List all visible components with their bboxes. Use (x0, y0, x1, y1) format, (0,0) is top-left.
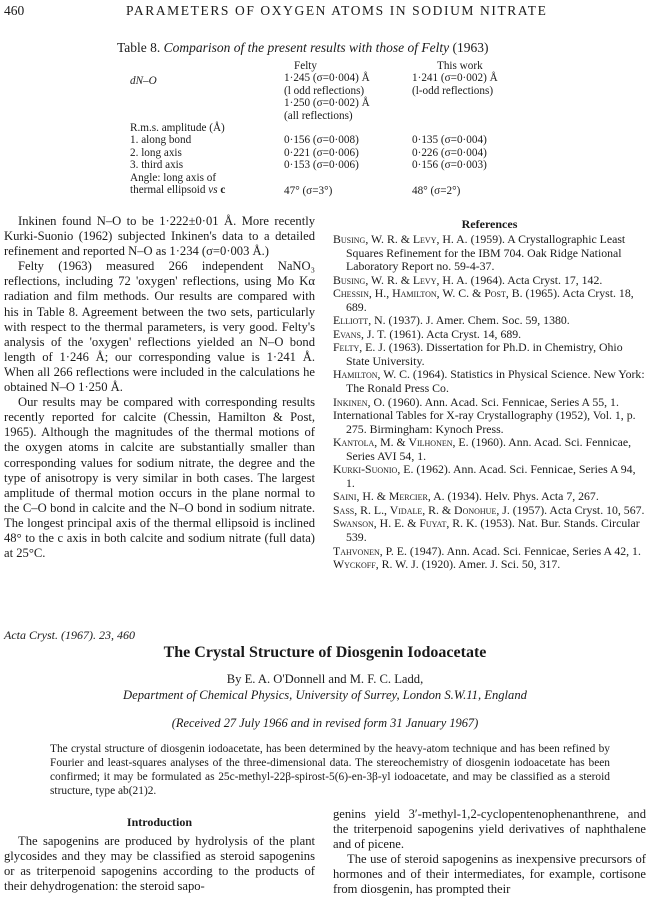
this-rms-cell: 0·135 (σ=0·004) (412, 134, 487, 146)
felty-dno-line: (all reflections) (284, 109, 353, 122)
page-number: 460 (4, 3, 25, 18)
intro-right-text (333, 807, 646, 898)
article-title: The Crystal Structure of Diosgenin Iodoacetate (163, 644, 487, 661)
rms-label: R.m.s. amplitude (Å) (130, 122, 225, 134)
this-dno-block (412, 72, 498, 97)
rms-row-label: 3. third axis (130, 159, 184, 172)
reference-item: International Tables for X-ray Crystallography (1952), Vol. 1, p. 275. Birmingham: Kynoch Press. (333, 408, 636, 436)
felty-dno-line: 1·245 (σ=0·004) Å (284, 72, 370, 84)
angle-this-work: 48° (σ=2°) (412, 185, 461, 197)
table-caption (117, 40, 489, 56)
left-column-text (4, 214, 315, 561)
this-rms-col (412, 134, 487, 172)
reference-item: Kurki-Suonio, E. (1962). Ann. Acad. Sci. Fennicae, Series A 94, 1. (333, 462, 636, 490)
felty-dno-line: (l odd reflections) (284, 84, 365, 97)
article-received: (Received 27 July 1966 and in revised form 31 January 1967) (171, 716, 479, 730)
felty-rms-cell: 0·221 (σ=0·006) (284, 146, 359, 159)
reference-item: Chessin, H., Hamilton, W. C. & Post, B. (1965). Acta Cryst. 18, 689. (333, 286, 634, 314)
rms-labels (130, 134, 225, 197)
col-header-this-work: This work (437, 60, 483, 72)
paragraph: Inkinen found N–O to be 1·222±0·01 Å. More recently Kurki-Suonio (1962) subjected Inkinen's data to a detailed refinement and reported N–O as 1·234 (σ=0·003 Å.) (4, 214, 315, 259)
intro-heading: Introduction (126, 815, 193, 829)
rms-row-label: 1. along bond (130, 134, 192, 146)
reference-item: Evans, J. T. (1961). Acta Cryst. 14, 689. (333, 326, 522, 341)
reference-item: Tahvonen, P. E. (1947). Ann. Acad. Sci. Fennicae, Series A 42, 1. (333, 543, 641, 558)
paragraph: Our results may be compared with corresponding results recently reported for calcite (Chessin, Hamilton & Post, 1965). Although the magnitudes of the thermal motions of the oxygen atoms in calcite are substantially smaller than corresponding values for sodium nitrate, the degree and the type of anisotropy is very similar in both cases. The largest amplitude of thermal motion occurs in the plane normal to the C–O bond in calcite and the N–O bond in sodium nitrate. The longest principal axis of the thermal ellipsoid is inclined 48° to the c axis in both calcite and sodium nitrate (full data) at 25°C. (4, 395, 315, 561)
paragraph: The sapogenins are produced by hydrolysis of the plant glycosides and they may be classified as steroid sapogenins or as triterpenoid sapogenins according to the products of their dehydrogenation: the steroid sapo- (4, 834, 315, 894)
felty-dno-block (284, 72, 370, 122)
this-rms-cell: 0·156 (σ=0·003) (412, 159, 487, 172)
felty-rms-cell: 0·156 (σ=0·008) (284, 134, 359, 146)
this-rms-cell: 0·226 (σ=0·004) (412, 146, 487, 159)
felty-rms-cell: 0·153 (σ=0·006) (284, 159, 359, 172)
table-label: Table 8. (117, 40, 161, 55)
angle-felty: 47° (σ=3°) (284, 185, 333, 197)
article-abstract: The crystal structure of diosgenin iodoacetate, has been determined by the heavy-atom technique and has been refined by Fourier and least-squares analyses of the three-dimensional data. The stereochemistry of diosgenin iodoacetate has been confirmed; it may be formulated as 25c-methyl-22β-spirost-5(6)-en-3β-yl iodoacetate, and may be classified as a steroid structure, type ab(21)2. (50, 743, 610, 797)
this-dno-line: (l-odd reflections) (412, 84, 494, 97)
reference-item: Swanson, H. E. & Fuyat, R. K. (1953). Nat. Bur. Stands. Circular 539. (333, 516, 640, 545)
running-title: PARAMETERS OF OXYGEN ATOMS IN SODIUM NITRATE (126, 3, 548, 18)
article-authors: By E. A. O'Donnell and M. F. C. Ladd, (226, 672, 424, 686)
intro-left-text (4, 834, 315, 894)
article-affiliation: Department of Chemical Physics, University of Surrey, London S.W.11, England (123, 688, 527, 702)
reference-item: Elliott, N. (1937). J. Amer. Chem. Soc. 59, 1380. (333, 313, 570, 328)
reference-item: Busing, W. R. & Levy, H. A. (1964). Acta Cryst. 17, 142. (333, 272, 603, 287)
rms-row-label: 2. long axis (130, 146, 182, 159)
this-dno-line: 1·241 (σ=0·002) Å (412, 72, 498, 84)
reference-item: Inkinen, O. (1960). Ann. Acad. Sci. Fennicae, Series A 55, 1. (333, 394, 619, 409)
reference-item: Kantola, M. & Vilhonen, E. (1960). Ann. Acad. Sci. Fennicae, Series AVI 54, 1. (333, 435, 632, 463)
col-header-felty: Felty (294, 60, 317, 72)
reference-item: Felty, E. J. (1963). Dissertation for Ph.D. in Chemistry, Ohio State University. (333, 340, 623, 368)
table-caption-text: Comparison of the present results with those of Felty (163, 40, 450, 55)
angle-label: Angle: long axis of (130, 171, 217, 184)
angle-label: thermal ellipsoid vs c (130, 184, 226, 197)
references-heading: References (461, 217, 518, 231)
reference-list (333, 233, 646, 572)
reference-item: Saini, H. & Mercier, A. (1934). Helv. Phys. Acta 7, 267. (333, 489, 599, 504)
reference-item: Busing, W. R. & Levy, H. A. (1959). A Crystallographic Least Squares Refinement for the IBM 704. Oak Ridge National Laboratory Report no. 59-4-37. (333, 232, 626, 274)
paragraph: Felty (1963) measured 266 independent NaNO₃ reflections, including 72 'oxygen' reflections, using Mo Kα radiation and film methods. Our results are compared with his in Table 8. Agreement between the two sets, particularly with respect to the thermal parameters, is very good. Felty's analysis of the 'oxygen' reflections yielded an N–O bond length of 1·246 Å; our corresponding value is 1·241 Å. When all 266 reflections were included in the calculations he obtained N–O 1·250 Å. (4, 259, 315, 395)
paragraph: The use of steroid sapogenins as inexpensive precursors of hormones and of their intermediates, for example, cortisone from diosgenin, has prompted their (333, 852, 646, 897)
article-citation: Acta Cryst. (1967). 23, 460 (4, 628, 135, 642)
felty-dno-line: 1·250 (σ=0·002) Å (284, 97, 370, 110)
dno-label: dN–O (130, 75, 157, 87)
reference-item: Sass, R. L., Vidale, R. & Donohue, J. (1957). Acta Cryst. 10, 567. (333, 502, 645, 517)
reference-item: Hamilton, W. C. (1964). Statistics in Physical Science. New York: The Ronald Press Co. (333, 367, 645, 396)
paragraph: genins yield 3′-methyl-1,2-cyclopentenophenanthrene, and the triterpenoid sapogenins yield derivatives of naphthalene and of picene. (333, 807, 646, 852)
felty-rms-col (284, 134, 359, 172)
reference-item: Wyckoff, R. W. J. (1920). Amer. J. Sci. 50, 317. (333, 557, 561, 572)
table-caption-year: (1963) (452, 40, 489, 55)
